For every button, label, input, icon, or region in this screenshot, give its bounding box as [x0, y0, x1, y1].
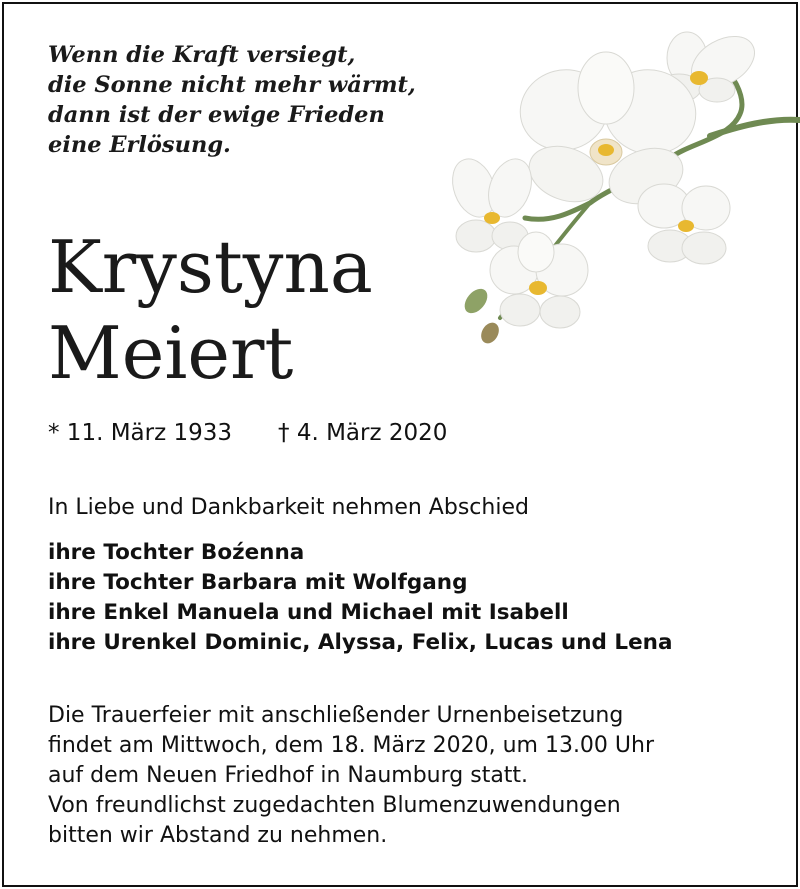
- mourner-line: ihre Enkel Manuela und Michael mit Isabell: [48, 600, 569, 625]
- funeral-notice: [48, 701, 654, 851]
- death-date: † 4. März 2020: [278, 420, 448, 446]
- poem-line: Wenn die Kraft versiegt,: [48, 42, 356, 68]
- farewell-intro: In Liebe und Dankbarkeit nehmen Abschied: [48, 495, 529, 520]
- life-dates: [48, 418, 447, 448]
- notice-line: auf dem Neuen Friedhof in Naumburg statt.: [48, 763, 529, 788]
- mourners-list: [48, 538, 672, 658]
- mourner-line: ihre Tochter Boźenna: [48, 540, 305, 565]
- first-name: Krystyna: [48, 225, 373, 309]
- birth-date: * 11. März 1933: [48, 420, 233, 446]
- poem-line: die Sonne nicht mehr wärmt,: [48, 72, 416, 98]
- notice-line: findet am Mittwoch, dem 18. März 2020, um 13.00 Uhr: [48, 733, 655, 758]
- last-name: Meiert: [48, 311, 294, 395]
- poem-line: eine Erlösung.: [48, 132, 231, 158]
- mourner-line: ihre Tochter Barbara mit Wolfgang: [48, 570, 468, 595]
- obituary-frame: [2, 2, 798, 887]
- deceased-name: [48, 224, 373, 396]
- mourner-line: ihre Urenkel Dominic, Alyssa, Felix, Lucas und Lena: [48, 630, 673, 655]
- poem-line: dann ist der ewige Frieden: [48, 102, 385, 128]
- notice-line: bitten wir Abstand zu nehmen.: [48, 823, 388, 848]
- poem: [48, 40, 468, 160]
- notice-line: Von freundlichst zugedachten Blumenzuwendungen: [48, 793, 621, 818]
- white-orchid-icon: [440, 18, 800, 354]
- notice-line: Die Trauerfeier mit anschließender Urnenbeisetzung: [48, 703, 624, 728]
